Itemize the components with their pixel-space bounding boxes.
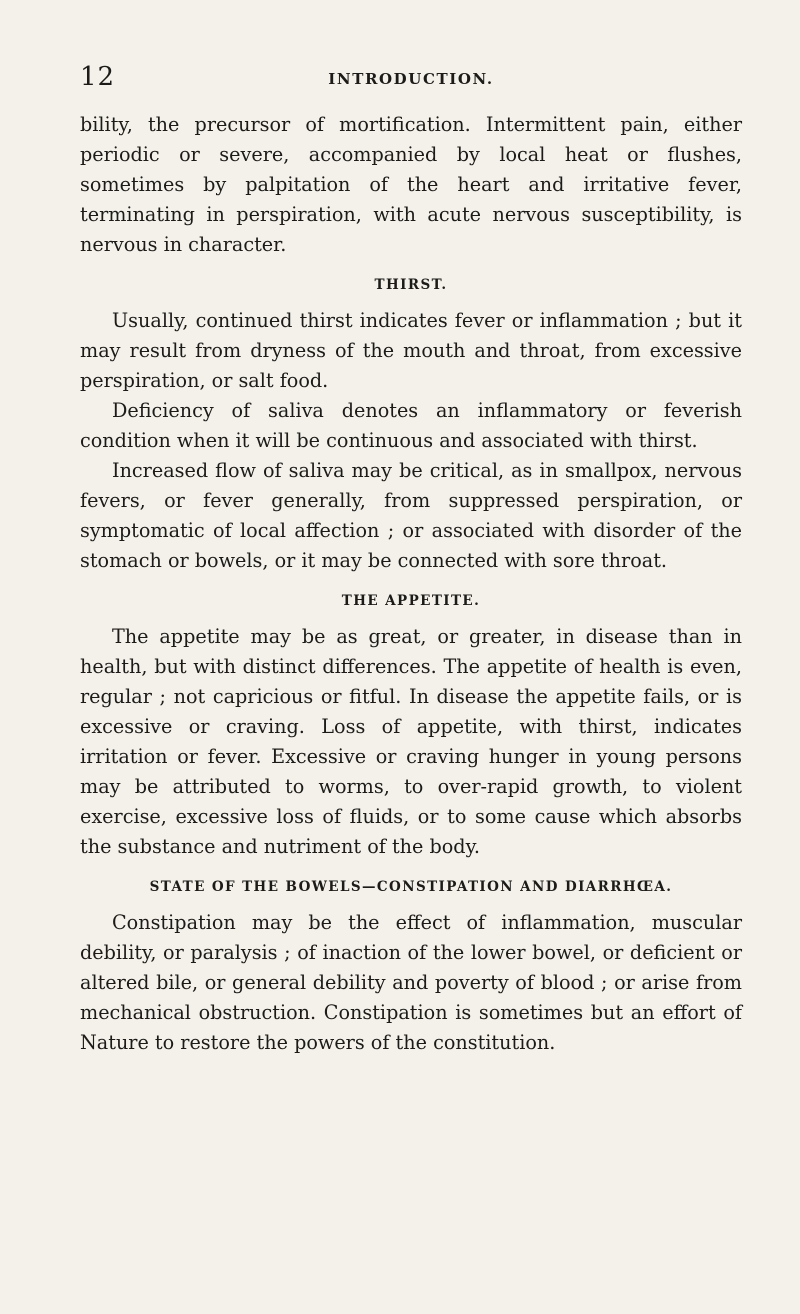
section-appetite bbox=[80, 590, 742, 862]
continued-paragraph: bility, the precursor of mortification. Intermittent pain, either periodic or severe, accompanied by local heat or flushes, sometimes by palpitation of the heart and irritative fever, terminating in perspiration, with acute nervous susceptibility, is nervous in character. bbox=[80, 113, 742, 256]
section-heading-appetite: THE APPETITE. bbox=[341, 593, 481, 609]
paragraph-thirst-2: Deficiency of saliva denotes an inflammatory or feverish condition when it will be continuous and associated with thirst. bbox=[80, 399, 742, 452]
section-heading-thirst: THIRST. bbox=[374, 277, 448, 293]
section-heading-bowels: STATE OF THE BOWELS—CONSTIPATION AND DIARRHŒA. bbox=[149, 879, 673, 895]
paragraph-bowels-1: Constipation may be the effect of inflammation, muscular debility, or paralysis ; of inaction of the lower bowel, or deficient or altered bile, or general debility and poverty of blood ; or arise from mechanical obstruction. Constipation is sometimes but an effort of Nature to restore the powers of the constitution. bbox=[80, 911, 742, 1054]
page-number: 12 bbox=[80, 62, 116, 92]
body-text bbox=[80, 110, 742, 1058]
running-title: INTRODUCTION. bbox=[328, 70, 494, 88]
section-bowels bbox=[80, 876, 742, 1058]
paragraph-thirst-1: Usually, continued thirst indicates fever or inflammation ; but it may result from dryness of the mouth and throat, from excessive perspiration, or salt food. bbox=[80, 309, 742, 392]
running-head bbox=[80, 60, 742, 96]
section-thirst bbox=[80, 274, 742, 576]
paragraph-thirst-3: Increased flow of saliva may be critical, as in smallpox, nervous fevers, or fever generally, from suppressed perspiration, or symptomatic of local affection ; or associated with disorder of the stomach or bowels, or it may be connected with sore throat. bbox=[80, 459, 742, 572]
paragraph-appetite-1: The appetite may be as great, or greater, in disease than in health, but with distinct differences. The appetite of health is even, regular ; not capricious or fitful. In disease the appetite fails, or is excessive or craving. Loss of appetite, with thirst, indicates irritation or fever. Excessive or craving hunger in young persons may be attributed to worms, to over-rapid growth, to violent exercise, excessive loss of fluids, or to some cause which absorbs the substance and nutriment of the body. bbox=[80, 625, 742, 858]
